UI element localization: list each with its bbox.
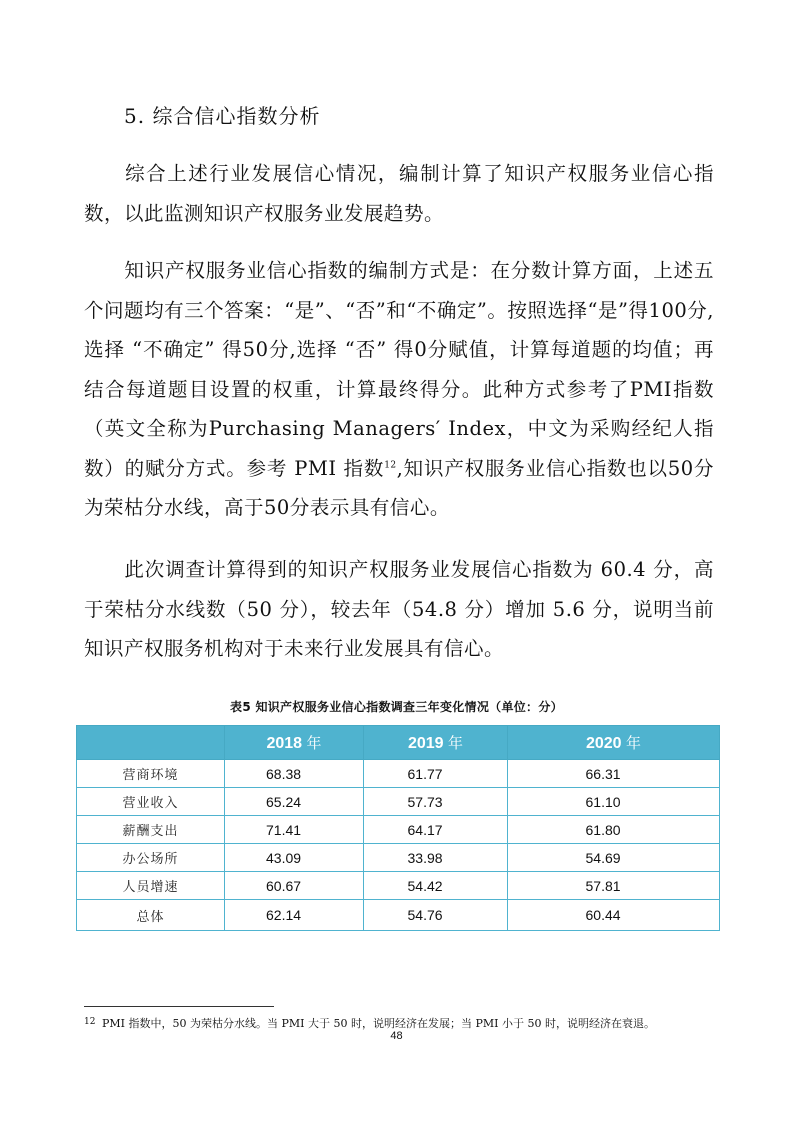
header-year-2019: 2019 年 [364,726,508,760]
row-label: 营业收入 [77,788,225,816]
table-cell: 54.42 [364,872,508,900]
footnote-divider [84,1006,274,1007]
table-cell: 61.80 [508,816,720,844]
footnote-number: 12 [84,1017,96,1027]
table-caption: 表5 知识产权服务业信心指数调查三年变化情况（单位：分） [230,700,563,714]
paragraph-result [84,550,714,669]
paragraph-method-text: 知识产权服务业信心指数的编制方式是：在分数计算方面，上述五个问题均有三个答案：“是”、“否”和“不确定”。按照选择“是”得100分,选择 “不确定” 得50分,选择 “否” 得0分赋值，计算每道题的均值；再结合每道题目设置的权重，计算最终得分。此种方式参考了PMI指数（英文全称为Purchasing Managers′ Index，中文为采购经纪人指数）的赋分方式。参考 PMI 指数 [84,259,714,480]
table-cell: 60.67 [225,872,364,900]
table-cell: 60.44 [508,900,720,931]
table-row [77,872,720,900]
table-cell: 68.38 [225,760,364,788]
paragraph-method [84,251,714,528]
table-cell: 61.77 [364,760,508,788]
table-row [77,844,720,872]
table-cell: 54.69 [508,844,720,872]
row-label: 总体 [77,900,225,931]
table-cell: 43.09 [225,844,364,872]
table-cell: 62.14 [225,900,364,931]
table-row [77,788,720,816]
table-cell: 65.24 [225,788,364,816]
table-row-total [77,900,720,931]
row-label: 办公场所 [77,844,225,872]
table-cell: 33.98 [364,844,508,872]
table-cell: 57.73 [364,788,508,816]
header-year-2018: 2018 年 [225,726,364,760]
table-row [77,816,720,844]
footnote-reference[interactable]: 12 [384,460,397,470]
page-number: 48 [390,1030,403,1042]
footnote [84,1015,655,1031]
row-label: 人员增速 [77,872,225,900]
row-label: 薪酬支出 [77,816,225,844]
table-cell: 71.41 [225,816,364,844]
table-cell: 57.81 [508,872,720,900]
confidence-index-table [76,725,720,931]
header-empty-cell [77,726,225,760]
paragraph-result-text: 此次调查计算得到的知识产权服务业发展信心指数为 60.4 分，高于荣枯分水线数（50 分），较去年（54.8 分）增加 5.6 分，说明当前知识产权服务机构对于未来行业发展具有信心。 [84,558,714,660]
row-label: 营商环境 [77,760,225,788]
table-cell: 54.76 [364,900,508,931]
footnote-text: PMI 指数中，50 为荣枯分水线。当 PMI 大于 50 时，说明经济在发展；当 PMI 小于 50 时，说明经济在衰退。 [102,1017,655,1030]
table-header-row [77,726,720,760]
paragraph-intro [84,154,714,233]
table-cell: 64.17 [364,816,508,844]
paragraph-intro-text: 综合上述行业发展信心情况，编制计算了知识产权服务业信心指数，以此监测知识产权服务业发展趋势。 [84,162,714,225]
section-heading: 5. 综合信心指数分析 [124,104,321,128]
table-row [77,760,720,788]
table-cell: 66.31 [508,760,720,788]
header-year-2020: 2020 年 [508,726,720,760]
paragraph-method-tail: ,知识产权服务业信心指数也以50分为荣枯分水线，高于50分表示具有信心。 [84,456,715,519]
table-cell: 61.10 [508,788,720,816]
